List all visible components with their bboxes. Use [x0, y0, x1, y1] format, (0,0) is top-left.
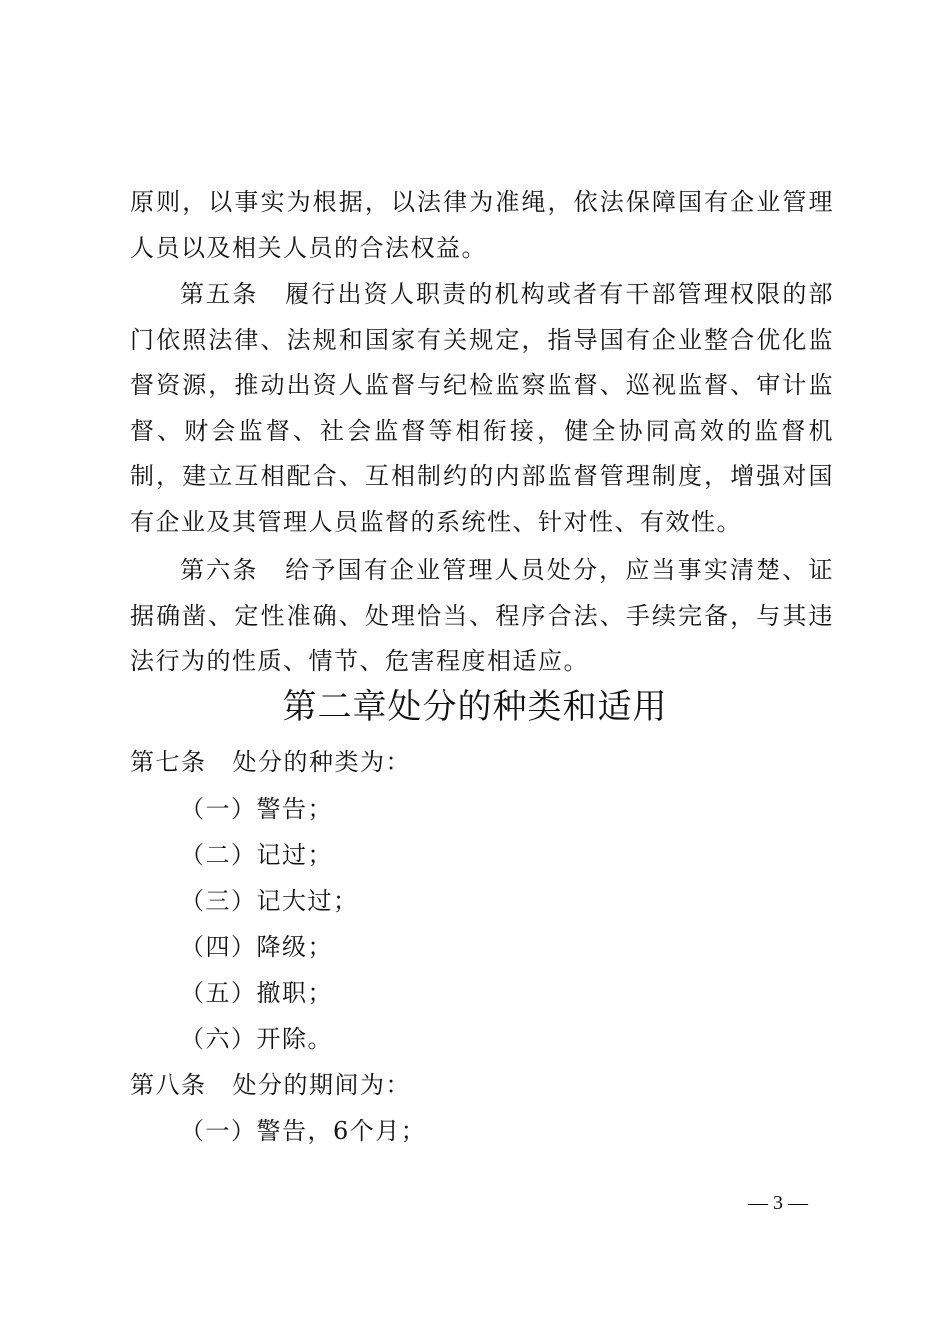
- list-item: （六）开除。: [180, 1025, 333, 1053]
- article-7-title: 第七条: [130, 748, 207, 776]
- article-6: [130, 548, 834, 685]
- article-8-line: [130, 1065, 411, 1100]
- list-item: （二）记过；: [180, 841, 333, 869]
- article-5: [130, 272, 834, 546]
- chapter-title: 第二章处分的种类和适用: [282, 687, 668, 727]
- article-6-paragraph: [130, 548, 834, 685]
- article-8-title: 第八条: [130, 1071, 207, 1099]
- article-5-paragraph: [130, 272, 834, 546]
- article-6-title: 第六条: [180, 556, 259, 584]
- list-item: （一）警告，6个月；: [180, 1117, 427, 1145]
- paragraph-text: 原则，以事实为根据，以法律为准绳，依法保障国有企业管理人员以及相关人员的合法权益。: [130, 188, 834, 262]
- article-7-line: [130, 742, 411, 777]
- article-8-text: 处分的期间为：: [232, 1071, 411, 1099]
- article-6-text: 给予国有企业管理人员处分，应当事实清楚、证据确凿、定性准确、处理恰当、程序合法、手续完备，与其违法行为的性质、情节、危害程度相适应。: [130, 556, 834, 676]
- article-4-continuation: [130, 180, 834, 271]
- list-item: （一）警告；: [180, 795, 333, 823]
- article-5-title: 第五条: [180, 280, 259, 308]
- list-item: （五）撤职；: [180, 979, 333, 1007]
- article-5-text: 履行出资人职责的机构或者有干部管理权限的部门依照法律、法规和国家有关规定，指导国有企业整合优化监督资源，推动出资人监督与纪检监察监督、巡视监督、审计监督、财会监督、社会监督等相衔接，健全协同高效的监督机制，建立互相配合、互相制约的内部监督管理制度，增强对国有企业及其管理人员监督的系统性、针对性、有效性。: [130, 280, 834, 536]
- list-item: （四）降级；: [180, 933, 333, 961]
- page-number: — 3 —: [748, 1192, 808, 1214]
- article-7-text: 处分的种类为：: [232, 748, 411, 776]
- list-item: （三）记大过；: [180, 887, 359, 915]
